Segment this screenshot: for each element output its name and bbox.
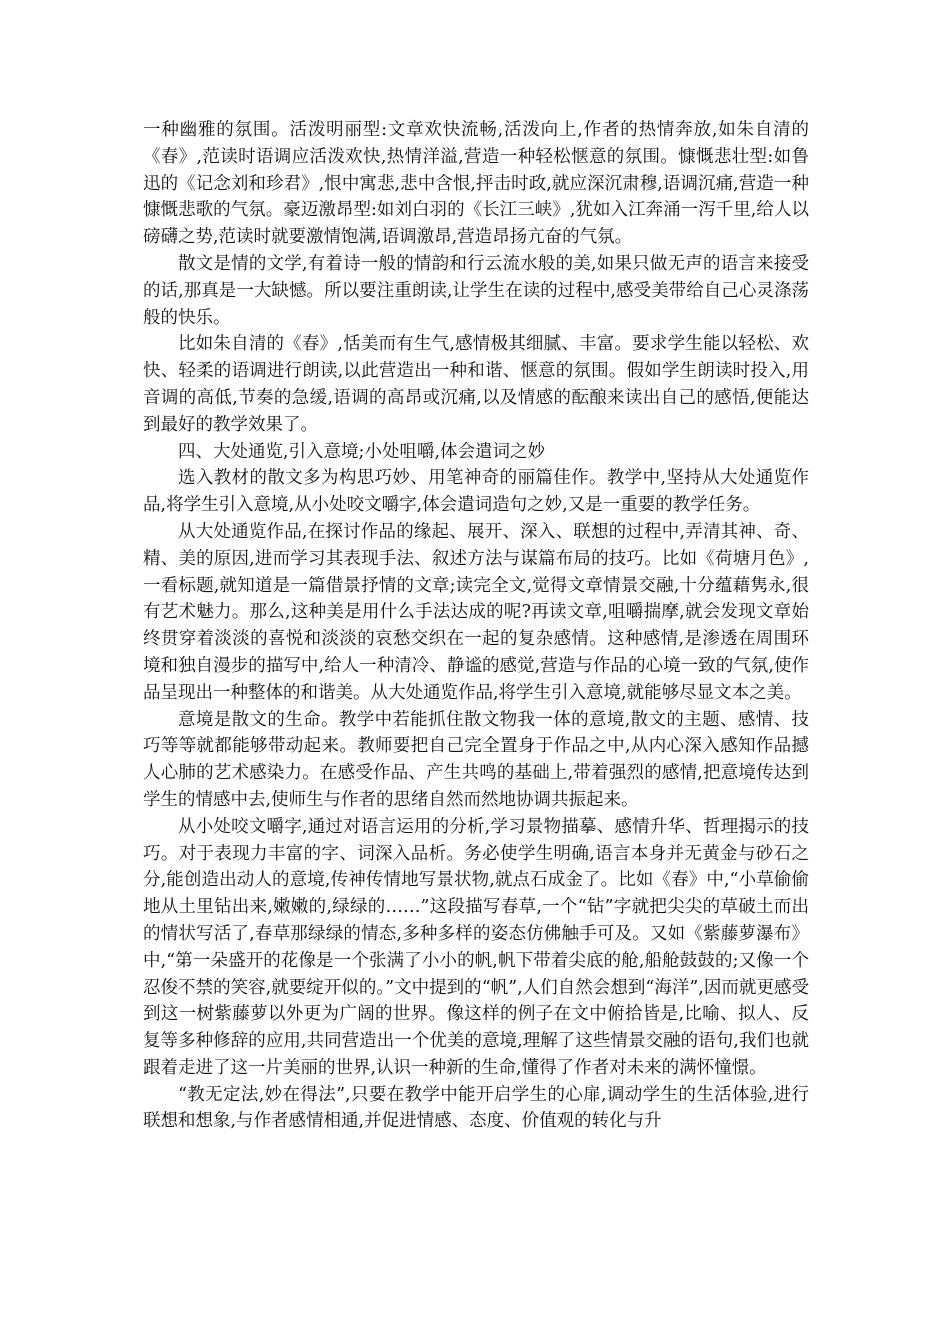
document-page: [143, 117, 809, 1135]
paragraph-3: 比如朱自清的《春》,恬美而有生气,感情极其细腻、丰富。要求学生能以轻松、欢快、轻柔的语调进行朗读,以此营造出一种和谐、惬意的氛围。假如学生朗读时投入,用音调的高低,节奏的急缓,语调的高昂或沉痛,以及情感的酝酿来读出自己的感悟,便能达到最好的教学效果了。: [143, 334, 809, 435]
paragraph-7: 从小处咬文嚼字,通过对语言运用的分析,学习景物描摹、感情升华、哲理揭示的技巧。对于表现力丰富的字、词深入品析。务必使学生明确,语言本身并无黄金与砂石之分,能创造出动人的意境,传神传情地写景状物,就点石成金了。比如《春》中,“小草偷偷地从土里钻出来,嫩嫩的,绿绿的……”这段描写春草,一个“钻”字就把尖尖的草破土而出的情状写活了,春草那绿绿的情态,多种多样的姿态仿佛触手可及。又如《紫藤萝瀑布》中,“第一朵盛开的花像是一个张满了小小的帆,帆下带着尖底的舱,船舱鼓鼓的;又像一个忍俊不禁的笑容,就要绽开似的。”文中提到的“帆”,人们自然会想到“海洋”,因而就更感受到这一树紫藤萝以外更为广阔的世界。像这样的例子在文中俯拾皆是,比喻、拟人、反复等多种修辞的应用,共同营造出一个优美的意境,理解了这些情景交融的语句,我们也就跟着走进了这一片美丽的世界,认识一种新的生命,懂得了作者对未来的满怀憧憬。: [143, 816, 809, 1078]
paragraph-6: 意境是散文的生命。教学中若能抓住散文物我一体的意境,散文的主题、感情、技巧等等就都能够带动起来。教师要把自己完全置身于作品之中,从内心深入感知作品撼人心肺的艺术感染力。在感受作品、产生共鸣的基础上,带着强烈的感情,把意境传达到学生的情感中去,使师生与作者的思绪自然而然地协调共振起来。: [143, 709, 809, 810]
section-heading: 四、大处通览,引入意境;小处咀嚼,体会遣词之妙: [178, 441, 546, 462]
paragraph-8: “教无定法,妙在得法”,只要在教学中能开启学生的心扉,调动学生的生活体验,进行联想和想象,与作者感情相通,并促进情感、态度、价值观的转化与升: [143, 1084, 809, 1132]
paragraph-2: 散文是情的文学,有着诗一般的情韵和行云流水般的美,如果只做无声的语言来接受的话,那真是一大缺憾。所以要注重朗读,让学生在读的过程中,感受美带给自己心灵涤荡般的快乐。: [143, 253, 809, 328]
paragraph-4: 选入教材的散文多为构思巧妙、用笔神奇的丽篇佳作。教学中,坚持从大处通览作品,将学生引入意境,从小处咬文嚼字,体会遣词造句之妙,又是一重要的教学任务。: [143, 468, 809, 516]
paragraph-1: 一种幽雅的氛围。活泼明丽型:文章欢快流畅,活泼向上,作者的热情奔放,如朱自清的《春》,范读时语调应活泼欢快,热情洋溢,营造一种轻松惬意的氛围。慷慨悲壮型:如鲁迅的《记念刘和珍君》,恨中寓悲,悲中含恨,抨击时政,就应深沉肃穆,语调沉痛,营造一种慷慨悲歌的气氛。豪迈激昂型:如刘白羽的《长江三峡》,犹如入江奔涌一泻千里,给人以磅礴之势,范读时就要激情饱满,语调激昂,营造昂扬亢奋的气氛。: [143, 120, 809, 248]
paragraph-5: 从大处通览作品,在探讨作品的缘起、展开、深入、联想的过程中,弄清其神、奇、精、美的原因,进而学习其表现手法、叙述方法与谋篇布局的技巧。比如《荷塘月色》,一看标题,就知道是一篇借景抒情的文章;读完全文,觉得文章情景交融,十分蕴藉隽永,很有艺术魅力。那么,这种美是用什么手法达成的呢?再读文章,咀嚼揣摩,就会发现文章始终贯穿着淡淡的喜悦和淡淡的哀愁交织在一起的复杂感情。这种感情,是渗透在周围环境和独自漫步的描写中,给人一种清冷、静谧的感觉,营造与作品的心境一致的气氛,使作品呈现出一种整体的和谐美。从大处通览作品,将学生引入意境,就能够尽显文本之美。: [143, 521, 809, 703]
